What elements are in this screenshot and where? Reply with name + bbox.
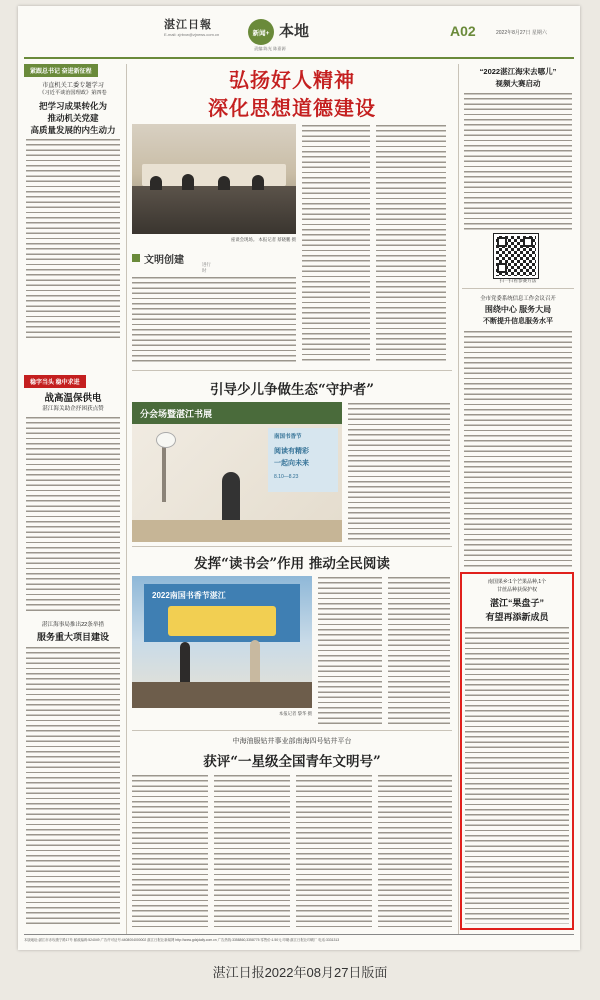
left-title1b: 《习近平谈治国理政》第四卷: [39, 90, 107, 96]
footer-bar: 本版地址:湛江市赤坎康宁路17号 邮政编码:524049 广告许可证号:4408004000002 湛江日报社新闻网 http://www.gdzjdaily.com.cn 广告热线:3358860,3358775 零售价:1.50元 印刷:湛江日报社印刷厂 电话:3331313: [24, 938, 340, 942]
masthead-rule: [24, 57, 574, 59]
left-title2b: 湛江海关助企抒困获点赞: [42, 406, 104, 412]
center-rule-3: [132, 730, 452, 731]
masthead: [18, 6, 580, 56]
left-title1e: 高质量发展的内生动力: [30, 125, 116, 135]
book-fair-banner4: 一起向未来: [274, 460, 309, 467]
reading-club-photo: [132, 576, 312, 708]
right-title1a: “2022湛江海宋去哪儿”: [479, 67, 557, 76]
center-article1-col-a: [302, 124, 370, 364]
highlighted-article-box[interactable]: [460, 572, 574, 930]
left-title2a: 战高温保供电: [44, 393, 102, 404]
book-fair-date: 8.10—8.23: [274, 474, 299, 480]
center-article5-col-d: [378, 774, 452, 930]
meeting-photo: [132, 124, 296, 234]
center-article5-col-a: [132, 774, 208, 930]
right-title3c: 湛江“果盘子”: [489, 598, 544, 608]
left-kicker2: 稳字当头 稳中求进: [24, 375, 86, 388]
qr-code[interactable]: [494, 234, 538, 278]
left-article2-body: [26, 416, 120, 612]
center-article3-body: [348, 402, 450, 542]
center-article5-col-b: [214, 774, 290, 930]
reading-club-photo-caption: 本报记者 黎华 摄: [278, 711, 312, 716]
center-headline3: 引导少儿争做生态“守护者”: [209, 382, 375, 398]
left-article3-body: [26, 646, 120, 928]
masthead-logo: 湛江日報: [164, 18, 212, 31]
right-article1-body: [464, 92, 572, 230]
right-article2-body: [464, 330, 572, 570]
civility-label: [132, 250, 212, 272]
left-title1a: 市直机关工委专题学习: [42, 82, 104, 89]
civility-label-sub: 进行时: [202, 262, 211, 273]
book-fair-banner2: 南国书香节: [274, 434, 302, 440]
section-badge-label: 新闻+: [252, 30, 270, 37]
center-rule-2: [132, 546, 452, 547]
center-article4-col-b: [388, 576, 450, 726]
left-title1d: 推动机关党建: [47, 113, 99, 123]
page-code: A02: [450, 23, 476, 39]
page-caption: 湛江日报2022年08月27日版面: [212, 965, 388, 980]
footer-rule: [24, 934, 574, 935]
right-rule-1: [462, 288, 574, 289]
center-article2-body: [132, 276, 296, 364]
center-headline4: 发挥“读书会”作用 推动全民阅读: [194, 556, 390, 572]
right-title3a: 南国果乡:1个芒果品种,1个: [487, 579, 547, 585]
newspaper-page: [18, 6, 580, 950]
editors: 责编:陈光 陈嘉源: [254, 46, 286, 51]
right-title3b: 甘蔗品种获保护权: [496, 587, 537, 593]
center-headline2: 深化思想道德建设: [208, 96, 376, 120]
book-fair-photo: [132, 402, 342, 542]
left-column-divider: [126, 64, 127, 934]
center-article1-col-b: [376, 124, 446, 364]
left-kicker: 紧跟总书记 奋进新征程: [24, 64, 98, 77]
center-article4-col-a: [318, 576, 382, 726]
section-title: 本地: [279, 23, 310, 40]
center-headline1: 弘扬好人精神: [229, 68, 355, 92]
qr-caption: 扫一扫看参赛方法: [499, 278, 537, 283]
center-rule-1: [132, 370, 452, 371]
right-title2b: 围绕中心 服务大局: [484, 305, 552, 314]
issue-date: 2022年8月27日 星期六: [496, 30, 547, 36]
right-title2a: 全市党委系统信息工作会议召开: [480, 296, 556, 302]
center-headline5b: 获评“一星级全国青年文明号”: [203, 754, 381, 770]
left-title3b: 服务重大项目建设: [36, 632, 109, 642]
right-title2c: 不断提升信息服务水平: [483, 318, 553, 325]
right-title3d: 有望再添新成员: [485, 612, 549, 622]
stage-banner-text: 2022南国书香节湛江: [152, 591, 226, 600]
meeting-photo-caption: 座谈会现场。 本报记者 蔡晓鹏 摄: [230, 237, 296, 242]
masthead-email: E-mail: zjrbxw@zjnews.com.cn: [164, 32, 220, 37]
right-column-divider: [458, 64, 459, 934]
left-article1-body: [26, 138, 120, 338]
book-fair-banner-text: 分会场暨湛江书展: [140, 409, 213, 419]
right-article3-body: [465, 626, 569, 924]
center-article5-col-c: [296, 774, 372, 930]
left-title3a: 湛江海事局推出22条举措: [41, 622, 105, 628]
civility-label-text: 文明创建: [144, 255, 184, 266]
center-headline5a: 中海油服钻井事业部南海四号钻井平台: [232, 738, 352, 745]
left-title1c: 把学习成果转化为: [38, 101, 107, 111]
book-fair-banner3: 阅读有精彩: [274, 448, 309, 455]
right-title1b: 视频大赛启动: [495, 79, 541, 88]
